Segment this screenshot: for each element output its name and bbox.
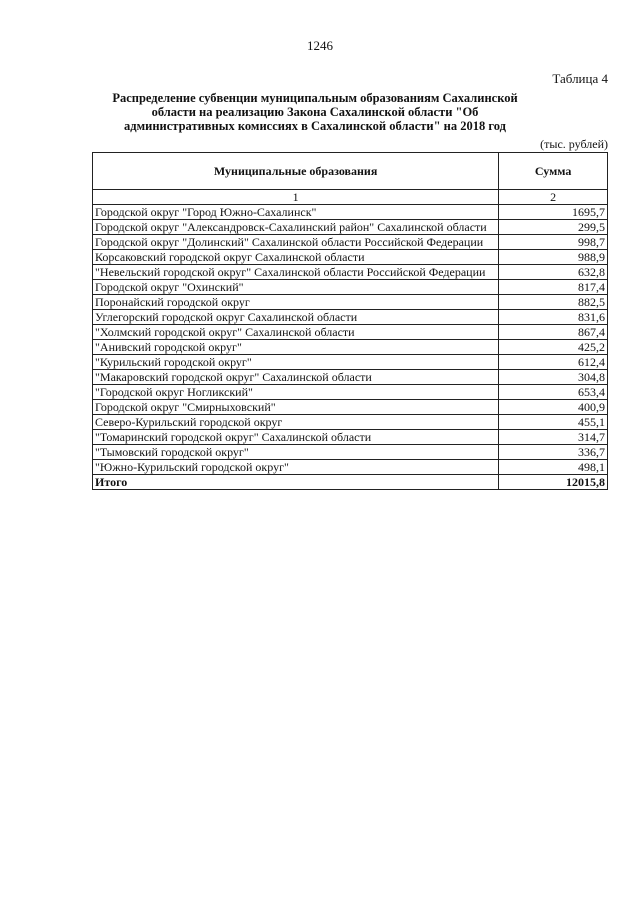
table-row xyxy=(93,370,608,385)
subvention-sum: 882,5 xyxy=(499,295,608,310)
subvention-sum: 455,1 xyxy=(499,415,608,430)
municipality-name: Корсаковский городской округ Сахалинской области xyxy=(93,250,499,265)
subvention-sum: 632,8 xyxy=(499,265,608,280)
table-row xyxy=(93,295,608,310)
table-row xyxy=(93,220,608,235)
subvention-sum: 998,7 xyxy=(499,235,608,250)
subvention-table xyxy=(92,152,608,490)
table-body xyxy=(93,205,608,475)
subvention-sum: 336,7 xyxy=(499,445,608,460)
table-row xyxy=(93,400,608,415)
header-row xyxy=(93,153,608,190)
municipality-name: "Тымовский городской округ" xyxy=(93,445,499,460)
subvention-sum: 498,1 xyxy=(499,460,608,475)
subvention-sum: 817,4 xyxy=(499,280,608,295)
municipality-name: "Холмский городской округ" Сахалинской области xyxy=(93,325,499,340)
table-row xyxy=(93,235,608,250)
table-row xyxy=(93,385,608,400)
total-row xyxy=(93,475,608,490)
table-label: Таблица 4 xyxy=(552,71,608,86)
total-label: Итого xyxy=(93,475,499,490)
table-row xyxy=(93,430,608,445)
subvention-sum: 988,9 xyxy=(499,250,608,265)
column-number: 1 xyxy=(93,190,499,205)
page-number: 1246 xyxy=(307,38,333,53)
table-row xyxy=(93,415,608,430)
subvention-sum: 425,2 xyxy=(499,340,608,355)
municipality-name: "Южно-Курильский городской округ" xyxy=(93,460,499,475)
municipality-name: "Курильский городской округ" xyxy=(93,355,499,370)
table-row xyxy=(93,280,608,295)
municipality-name: Городской округ "Долинский" Сахалинской области Российской Федерации xyxy=(93,235,499,250)
total-sum: 12015,8 xyxy=(499,475,608,490)
table-row xyxy=(93,460,608,475)
subvention-sum: 304,8 xyxy=(499,370,608,385)
subvention-sum: 612,4 xyxy=(499,355,608,370)
units-label: (тыс. рублей) xyxy=(540,137,608,151)
table-row xyxy=(93,325,608,340)
municipality-name: Городской округ "Александровск-Сахалинский район" Сахалинской области xyxy=(93,220,499,235)
table-row xyxy=(93,310,608,325)
municipality-name: Городской округ "Город Южно-Сахалинск" xyxy=(93,205,499,220)
table-row xyxy=(93,445,608,460)
subvention-sum: 1695,7 xyxy=(499,205,608,220)
municipality-name: "Городской округ Ногликский" xyxy=(93,385,499,400)
table-row xyxy=(93,355,608,370)
subvention-sum: 867,4 xyxy=(499,325,608,340)
subvention-sum: 831,6 xyxy=(499,310,608,325)
table-row xyxy=(93,250,608,265)
header-sum: Сумма xyxy=(499,153,608,190)
municipality-name: Городской округ "Охинский" xyxy=(93,280,499,295)
header-municipalities: Муниципальные образования xyxy=(93,153,499,190)
municipality-name: "Макаровский городской округ" Сахалинской области xyxy=(93,370,499,385)
municipality-name: Углегорский городской округ Сахалинской области xyxy=(93,310,499,325)
column-number-row xyxy=(93,190,608,205)
municipality-name: Северо-Курильский городской округ xyxy=(93,415,499,430)
table-row xyxy=(93,340,608,355)
municipality-name: "Анивский городской округ" xyxy=(93,340,499,355)
subvention-sum: 314,7 xyxy=(499,430,608,445)
municipality-name: Поронайский городской округ xyxy=(93,295,499,310)
table-row xyxy=(93,265,608,280)
municipality-name: Городской округ "Смирныховский" xyxy=(93,400,499,415)
subvention-sum: 653,4 xyxy=(499,385,608,400)
subvention-sum: 299,5 xyxy=(499,220,608,235)
subvention-sum: 400,9 xyxy=(499,400,608,415)
document-title: Распределение субвенции муниципальным образованиям Сахалинской области на реализацию Закона Сахалинской области "Об административных комиссиях в Сахалинской области" на 2018 год xyxy=(112,91,518,133)
municipality-name: "Невельский городской округ" Сахалинской области Российской Федерации xyxy=(93,265,499,280)
municipality-name: "Томаринский городской округ" Сахалинской области xyxy=(93,430,499,445)
table-row xyxy=(93,205,608,220)
column-number: 2 xyxy=(499,190,608,205)
